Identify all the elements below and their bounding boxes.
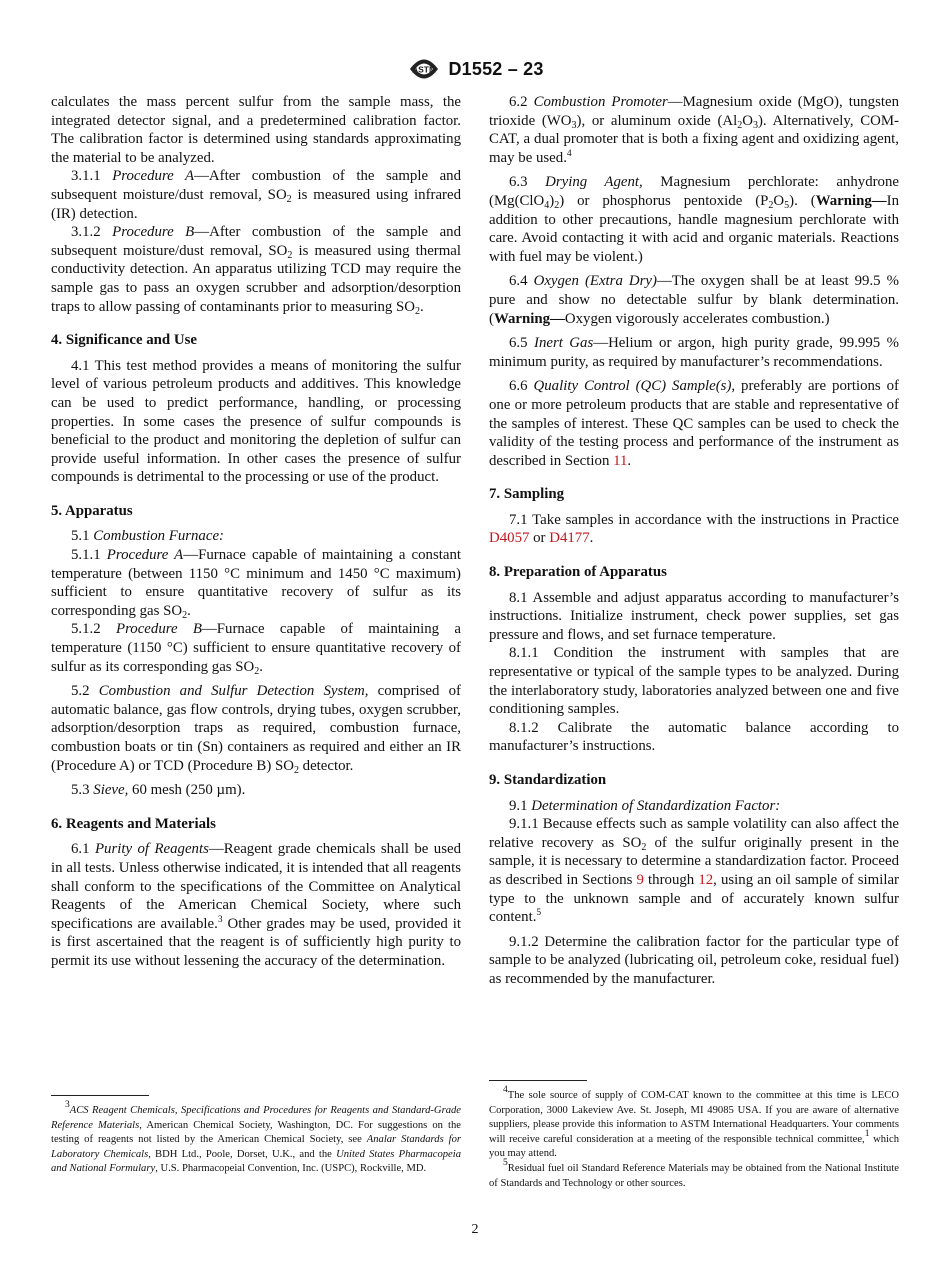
- d4057-link[interactable]: D4057: [489, 530, 530, 547]
- paragraph-5-3: 5.3 Sieve, 60 mesh (250 µm).: [71, 782, 246, 799]
- section-12-link[interactable]: 12: [698, 871, 714, 888]
- footnote-rule-right: [489, 1080, 587, 1081]
- paragraph-9-1-2: 9.1.2 Determine the calibration factor for the particular type of sample to be analyzed (lubricating oil, petroleum coke, residual fuel) as recommended by the manufacturer.: [489, 933, 899, 987]
- section-5-heading: 5. Apparatus: [51, 502, 133, 519]
- paragraph-6-6: 6.6 Quality Control (QC) Sample(s), preferably are portions of one or more petroleum products that are stable and representative of the samples of interest. These QC samples can be used to check the validity of the testing process and performance of the instrument as described in Section 11.: [489, 378, 899, 469]
- document-designation: D1552 – 23: [448, 58, 544, 79]
- paragraph-6-2: 6.2 Combustion Promoter—Magnesium oxide (MgO), tungsten trioxide $(WO_3)$, or aluminum oxide $(Al_2O_3)$. Alternatively, COM-CAT, a dual promoter that is both a fixing agent and oxidizing agent, may be used.$^4$: [489, 94, 900, 166]
- paragraph-7-1: 7.1 Take samples in accordance with the instructions in Practice D4057 or D4177.: [489, 511, 899, 547]
- paragraph-8-1-1: 8.1.1 Condition the instrument with samples that are representative or typical of the sample types to be analyzed. During the interlaboratory study, laboratories analyzed between one and five conditioning samples.: [489, 645, 899, 718]
- paragraph-6-1: 6.1 Purity of Reagents—Reagent grade chemicals shall be used in all tests. Unless otherwise indicated, it is intended that all reagents shall conform to the specifications of the Committee on Analytical Reagents of the American Chemical Society, where such specifications are available.$^3$ Other grades may be used, provided it is first ascertained that the reagent is of sufficiently high purity to permit its use without lessening the accuracy of the determination.: [51, 841, 462, 969]
- section-11-link[interactable]: 11: [613, 452, 628, 469]
- section-9-heading: 9. Standardization: [489, 772, 607, 788]
- paragraph-3-1-2: 3.1.2 Procedure B—After combustion of the sample and subsequent moisture/dust removal, $SO_2$ is measured using thermal conductivity detection. An apparatus utilizing TCD may require the sample gas to pass an oxygen scrubber and adsorption/desorption traps to allow passing of contaminants prior to measuring $SO_2$.: [51, 224, 462, 317]
- section-9-link[interactable]: 9: [636, 871, 644, 888]
- paragraph-8-1-2: 8.1.2 Calibrate the automatic balance according to manufacturer’s instructions.: [489, 719, 899, 755]
- paragraph-5-1-1: 5.1.1 Procedure A—Furnace capable of maintaining a constant temperature (between 1150 °C minimum and 1450 °C maximum) sufficient to ensure quantitative recovery of sulfur as its corresponding gas $SO_2$.: [51, 547, 461, 621]
- paragraph-8-1: 8.1 Assemble and adjust apparatus according to manufacturer’s instructions. Initialize instrument, check power supplies, set gas pressure and flows, and set furnace temperature.: [489, 589, 899, 643]
- footnote-5: $^5$Residual fuel oil Standard Reference Materials may be obtained from the National Institute of Standards and Technology or other sources.: [489, 1157, 899, 1189]
- paragraph-4-1: 4.1 This test method provides a means of monitoring the sulfur level of various petroleum products and additives. This knowledge can be used to predict performance, handling, or processing properties. In some cases the presence of sulfur compounds is beneficial to the product and monitoring the depletion of sulfur can provide useful information. In other cases the presence of sulfur compounds is detrimental to the processing or use of the product.: [51, 357, 461, 486]
- section-7-heading: 7. Sampling: [489, 486, 565, 503]
- left-column: [51, 93, 461, 971]
- paragraph-3-1-1: 3.1.1 Procedure A—After combustion of the sample and subsequent moisture/dust removal, $SO_2$ is measured using infrared (IR) detection.: [51, 168, 462, 222]
- section-6-heading: 6. Reagents and Materials: [51, 815, 216, 832]
- footnote-3: $^3$ACS Reagent Chemicals, Specifications and Procedures for Reagents and Standard-Grade Reference Materials, American Chemical Society, Washington, DC. For suggestions on the testing of reagents not listed by the American Chemical Society, see Analar Standards for Laboratory Chemicals, BDH Ltd., Poole, Dorset, U.K., and the United States Pharmacopeia and National Formulary, U.S. Pharmacopeial Convention, Inc. (USPC), Rockville, MD.: [51, 1100, 462, 1175]
- section-4-heading: 4. Significance and Use: [51, 332, 197, 349]
- paragraph-9-1-1: 9.1.1 Because effects such as sample volatility can also affect the relative recovery as $SO_2$ of the sulfur originally present in the sample, it is necessary to determine a standardization factor. Proceed as described in Sections 9 through 12, using an oil sample of similar type to the unknown sample and of accurately known sulfur content.$^5$: [489, 816, 899, 926]
- paragraph-3-1-continued: calculates the mass percent sulfur from the sample mass, the integrated detector signal, and a predetermined calibration factor. The calibration factor is determined using standards approximating the material to be analyzed.: [51, 94, 461, 166]
- page-number: 2: [471, 1222, 479, 1237]
- astm-logo-text: ASTM: [412, 64, 437, 75]
- page-header: [0, 56, 950, 82]
- astm-logo: [406, 56, 442, 82]
- paragraph-5-1-2: 5.1.2 Procedure B—Furnace capable of maintaining a temperature (1150 °C) sufficient to ensure quantitative recovery of sulfur as its corresponding gas $SO_2$.: [51, 621, 461, 677]
- paragraph-5-2: 5.2 Combustion and Sulfur Detection System, comprised of automatic balance, gas flow controls, drying tubes, oxygen scrubber, adsorption/desorption traps as required, combustion furnace, combustion boats or tin (Sn) containers as required and either an IR (Procedure A) or TCD (Procedure B) $SO_2$ detector.: [51, 683, 461, 776]
- paragraph-5-1: 5.1 Combustion Furnace:: [71, 528, 224, 545]
- paragraph-9-1: 9.1 Determination of Standardization Factor:: [509, 797, 781, 814]
- d4177-link[interactable]: D4177: [549, 530, 590, 547]
- paragraph-6-4: 6.4 Oxygen (Extra Dry)—The oxygen shall be at least 99.5 % pure and show no detectable sulfur by blank determination. (Warning—Oxygen vigorously accelerates combustion.): [489, 273, 899, 327]
- right-column: [489, 93, 899, 989]
- footnote-4: $^4$The sole source of supply of COM-CAT known to the committee at this time is LECO Corporation, 3000 Lakeview Ave. St. Joseph, MI 49085 USA. If you are aware of alternative suppliers, please provide this information to ASTM International Headquarters. Your comments will receive careful consideration at a meeting of the responsible technical committee,$^1$ which you may attend.: [489, 1085, 899, 1160]
- footnotes-right: [489, 1085, 899, 1191]
- paragraph-6-5: 6.5 Inert Gas—Helium or argon, high purity grade, 99.995 % minimum purity, as required by manufacturer’s recommendations.: [489, 335, 900, 370]
- section-8-heading: 8. Preparation of Apparatus: [489, 564, 667, 581]
- footnote-rule-left: [51, 1095, 149, 1096]
- paragraph-6-3: 6.3 Drying Agent, Magnesium perchlorate: anhydrone $(Mg(ClO_4)_2)$ or phosphorus pentoxide $(P_2O_5)$. (Warning—In addition to other precautions, handle magnesium perchlorate with care. Avoid contacting it with acid and organic materials. Reactions with fuel may be violent.): [489, 174, 899, 265]
